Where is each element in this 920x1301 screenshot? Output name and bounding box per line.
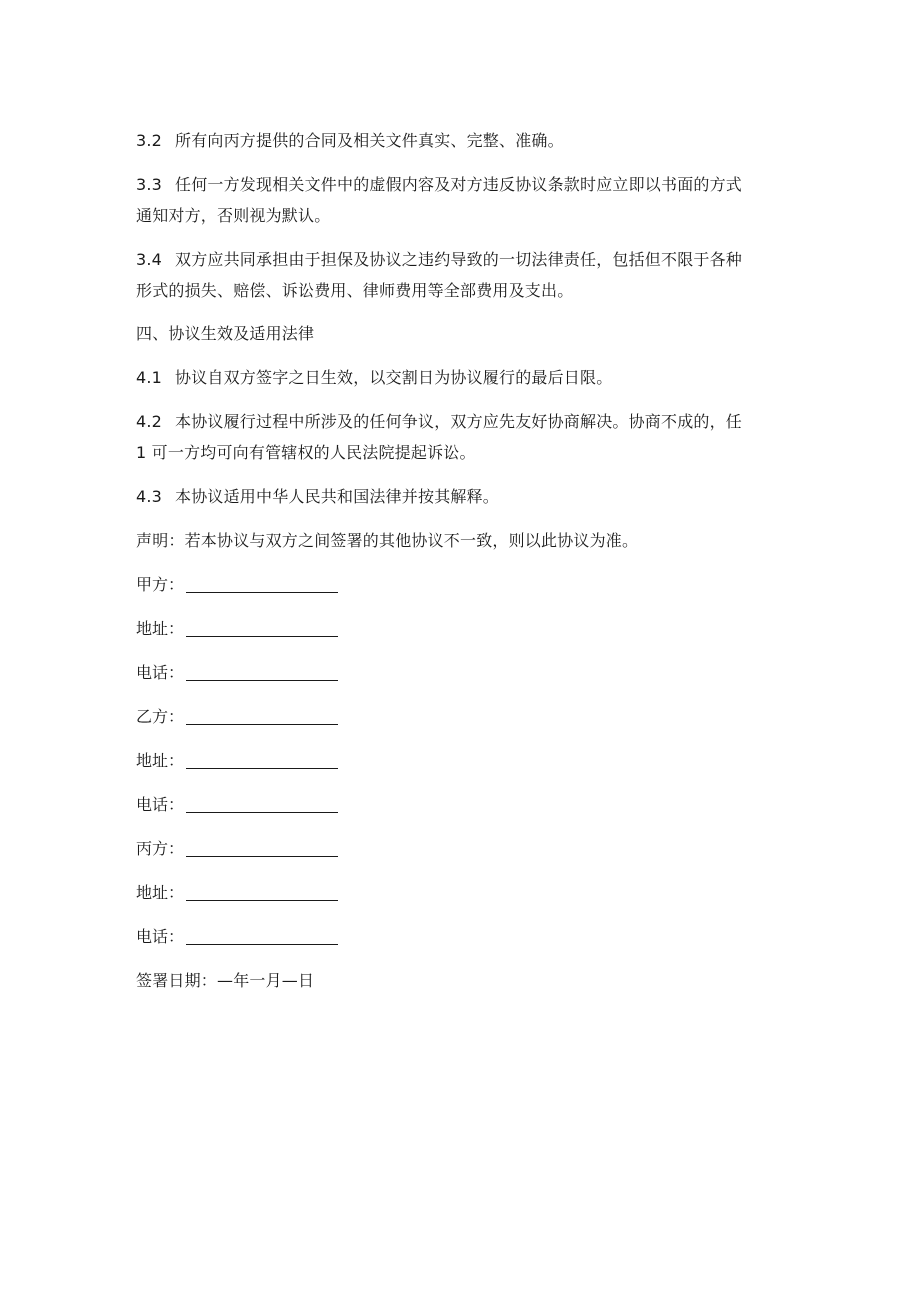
party-a-address-field	[136, 619, 338, 639]
clause-4-1-line-1	[136, 368, 612, 388]
field-label: 电话：	[136, 795, 185, 814]
party-b-phone-blank[interactable]	[186, 795, 338, 813]
party-b-address-blank[interactable]	[186, 751, 338, 769]
clause-number: 4.1	[136, 368, 163, 387]
clause-text: 协议自双方签字之日生效，以交割日为协议履行的最后日限。	[175, 368, 613, 387]
clause-text: 1 可一方均可向有管辖权的人民法院提起诉讼。	[136, 443, 476, 462]
party-c-address-field	[136, 883, 338, 903]
party-c-address-blank[interactable]	[186, 883, 338, 901]
clause-text: 双方应共同承担由于担保及协议之违约导致的一切法律责任，包括但不限于各种	[175, 250, 743, 269]
section-heading: 四、协议生效及适用法律	[136, 324, 315, 343]
party-c-blank[interactable]	[186, 839, 338, 857]
party-c-field	[136, 839, 338, 859]
party-b-blank[interactable]	[186, 707, 338, 725]
clause-number: 4.3	[136, 487, 163, 506]
clause-3-2-line-1	[136, 131, 564, 151]
field-label: 丙方：	[136, 839, 185, 858]
clause-number: 3.4	[136, 250, 163, 269]
clause-3-4-line-1	[136, 250, 742, 270]
party-a-blank[interactable]	[186, 575, 338, 593]
field-label: 甲方：	[136, 575, 185, 594]
field-label: 地址：	[136, 751, 185, 770]
clause-4-3-line-1	[136, 487, 499, 507]
clause-text: 任何一方发现相关文件中的虚假内容及对方违反协议条款时应立即以书面的方式	[175, 175, 743, 194]
clause-number: 3.2	[136, 131, 163, 150]
clause-3-3-line-1	[136, 175, 742, 195]
clause-text: 所有向丙方提供的合同及相关文件真实、完整、准确。	[175, 131, 564, 150]
field-label: 电话：	[136, 927, 185, 946]
party-a-phone-blank[interactable]	[186, 663, 338, 681]
clause-4-2-line-1	[136, 412, 742, 432]
clause-text: 通知对方，否则视为默认。	[136, 206, 331, 225]
party-c-phone-blank[interactable]	[186, 927, 338, 945]
party-b-address-field	[136, 751, 338, 771]
clause-number: 3.3	[136, 175, 163, 194]
party-a-address-blank[interactable]	[186, 619, 338, 637]
clause-text: 形式的损失、赔偿、诉讼费用、律师费用等全部费用及支出。	[136, 281, 574, 300]
field-label: 电话：	[136, 663, 185, 682]
clause-text: 本协议适用中华人民共和国法律并按其解释。	[175, 487, 500, 506]
party-a-field	[136, 575, 338, 595]
clause-number: 4.2	[136, 412, 163, 431]
field-label: 地址：	[136, 619, 185, 638]
field-label: 乙方：	[136, 707, 185, 726]
sign-date: 签署日期：—年一月—日	[136, 971, 315, 990]
clause-4-2-line-2	[136, 443, 476, 463]
field-label: 地址：	[136, 883, 185, 902]
clause-text: 本协议履行过程中所涉及的任何争议，双方应先友好协商解决。协商不成的，任	[175, 412, 743, 431]
party-b-field	[136, 707, 338, 727]
statement: 声明：若本协议与双方之间签署的其他协议不一致，则以此协议为准。	[136, 531, 639, 550]
party-a-phone-field	[136, 663, 338, 683]
clause-3-4-line-2	[136, 281, 573, 301]
clause-3-3-line-2	[136, 206, 330, 226]
party-b-phone-field	[136, 795, 338, 815]
party-c-phone-field	[136, 927, 338, 947]
